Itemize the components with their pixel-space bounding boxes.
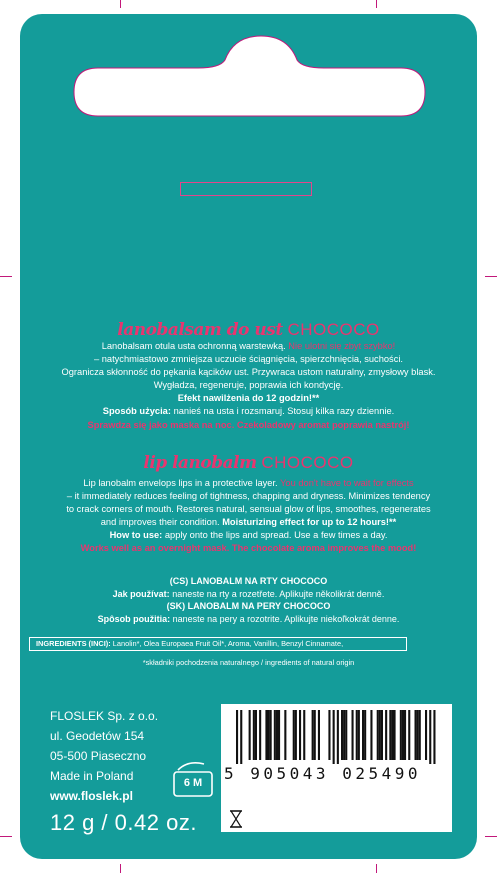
street: ul. Geodetów 154	[50, 729, 145, 743]
barcode-bar	[402, 710, 404, 760]
en-usage-label: How to use:	[109, 530, 163, 541]
barcode-bar	[419, 710, 421, 760]
barcode-bar	[415, 710, 417, 760]
sk-usage	[20, 613, 477, 626]
sk-usage-text: naneste na pery a rozotrite. Aplikujte niekoľkokrát denne.	[172, 613, 400, 624]
barcode-bar	[274, 710, 276, 760]
barcode-bar	[417, 710, 419, 760]
barcode-bar	[394, 710, 396, 760]
barcode-bar	[318, 710, 320, 760]
hang-slot	[180, 182, 312, 196]
barcode-bar	[265, 710, 267, 760]
barcode-bar	[400, 710, 402, 760]
en-line1: Lip lanobalm envelops lips in a protective layer.	[83, 478, 278, 488]
barcode-bar	[362, 710, 364, 760]
pl-usage-label: Sposób użycia:	[102, 406, 171, 417]
en-header	[20, 453, 477, 473]
sk-usage-label: Spôsob použitia:	[97, 613, 171, 624]
crop-mark	[0, 836, 12, 837]
en-line	[20, 477, 477, 490]
sk-title: (SK) LANOBALM NA PERY CHOCOCO	[166, 601, 331, 611]
barcode-bar	[379, 710, 381, 760]
pl-product: CHOCOCO	[287, 320, 380, 339]
barcode-bar	[429, 710, 431, 764]
barcode-bar	[259, 710, 261, 760]
barcode-bar	[391, 710, 393, 760]
barcode-bar	[370, 710, 372, 760]
package-back	[20, 14, 477, 859]
barcode-bar	[303, 710, 305, 760]
en-line4-bold: Moisturizing effect for up to 12 hours!**	[222, 517, 397, 528]
ingredients-box	[29, 637, 407, 651]
pl-line3: Ogranicza skłonność do pękania kącików ust. Przywraca ustom naturalny, zmysłowy blask.	[61, 367, 436, 378]
pao-label: 6 M	[183, 777, 203, 789]
barcode-bar	[284, 710, 286, 760]
website: www.floslek.pl	[50, 789, 133, 803]
barcode-digits: 5 905043 025490	[224, 764, 421, 783]
city: 05-500 Piaseczno	[50, 749, 147, 763]
cs-usage	[20, 588, 477, 601]
barcode-bar	[389, 710, 391, 760]
hourglass-box	[225, 799, 247, 832]
barcode-bar	[314, 710, 316, 760]
crop-mark	[485, 836, 497, 837]
en-usage	[20, 529, 477, 542]
crop-mark	[120, 864, 121, 873]
en-line4-text: and improves their condition.	[100, 517, 220, 528]
barcode-bar	[356, 710, 358, 760]
barcode-bar	[345, 710, 347, 760]
section-english	[20, 453, 477, 556]
pl-line	[20, 340, 477, 353]
barcode-bar	[249, 710, 251, 760]
pl-usage-text: nanieś na usta i rozsmaruj. Stosuj kilka razy dziennie.	[173, 406, 395, 417]
en-line3: to crack corners of mouth. Restores natural, sensual glow of lips, smoothes, regenerates	[66, 504, 431, 515]
barcode-bar	[278, 710, 280, 760]
pl-line1: Lanobalsam otula usta ochronną warstewką.	[101, 341, 286, 351]
barcode-bar	[343, 710, 345, 760]
crop-mark	[376, 0, 377, 8]
barcode-bar	[295, 710, 297, 760]
barcode	[221, 704, 452, 832]
crop-mark	[485, 276, 497, 277]
en-line6: Works well as an overnight mask. The chocolate aroma improves the mood!	[80, 543, 417, 554]
barcode-bar	[364, 710, 366, 760]
en-product: CHOCOCO	[261, 453, 354, 472]
barcode-bar	[236, 710, 238, 764]
barcode-bar	[240, 710, 242, 764]
barcode-bar	[404, 710, 406, 760]
barcode-bar	[433, 710, 435, 764]
pl-line1-accent: Nie ulotni się zbyt szybko!	[288, 341, 396, 351]
barcode-bar	[381, 710, 383, 760]
cs-usage-label: Jak používat:	[112, 588, 170, 599]
barcode-bar	[358, 710, 360, 760]
cs-title: (CS) LANOBALM NA RTY CHOCOCO	[169, 576, 328, 586]
crop-mark	[376, 864, 377, 873]
natural-origin-note: *składniki pochodzenia naturalnego / ingredients of natural origin	[142, 658, 355, 667]
barcode-bar	[408, 710, 410, 760]
hang-hole-outline	[20, 14, 477, 174]
barcode-bar	[253, 710, 255, 760]
pl-header	[20, 320, 477, 340]
barcode-bar	[352, 710, 354, 760]
company-name: FLOSLEK Sp. z o.o.	[50, 709, 159, 723]
barcode-bar	[268, 710, 270, 760]
section-cs-sk	[20, 575, 477, 625]
barcode-bars	[221, 704, 452, 764]
pl-brand: lanobalsam do ust	[117, 320, 283, 340]
barcode-bar	[299, 710, 301, 760]
en-line4	[20, 516, 477, 529]
barcode-bar	[377, 710, 379, 760]
ingredients-text: Lanolin*, Olea Europaea Fruit Oil*, Aroma, Vanillin, Benzyl Cinnamate,	[112, 639, 344, 648]
pl-usage	[20, 405, 477, 418]
barcode-bar	[385, 710, 387, 760]
hourglass-icon	[225, 799, 247, 832]
made-in: Made in Poland	[50, 769, 134, 783]
pl-line5: Efekt nawilżenia do 12 godzin!**	[177, 393, 320, 404]
barcode-bar	[312, 710, 314, 760]
manufacturer-address	[50, 706, 158, 806]
barcode-bar	[255, 710, 257, 760]
section-polish	[20, 320, 477, 432]
pl-line7: Sprawdza się jako maska na noc. Czekoladowy aromat poprawia nastrój!	[87, 419, 410, 430]
net-weight: 12 g / 0.42 oz.	[50, 810, 197, 835]
en-line1-accent: You don't have to wait for effects	[280, 478, 414, 488]
barcode-bar	[270, 710, 272, 760]
pl-line2: – natychmiastowo zmniejsza uczucie ściągnięcia, spierzchnięcia, suchości.	[93, 354, 403, 365]
crop-mark	[120, 0, 121, 8]
ingredients-label: INGREDIENTS (INCI):	[36, 639, 111, 648]
en-brand: lip lanobalm	[143, 453, 257, 473]
barcode-bar	[337, 710, 339, 764]
crop-mark	[0, 276, 12, 277]
barcode-bar	[425, 710, 427, 760]
pl-line4: Wygładza, regeneruje, poprawia ich kondycję.	[153, 380, 344, 391]
barcode-bar	[333, 710, 335, 764]
barcode-bar	[328, 710, 330, 760]
barcode-bar	[293, 710, 295, 760]
barcode-bar	[276, 710, 278, 760]
cs-usage-text: naneste na rty a rozetřete. Aplikujte několikrát denně.	[172, 588, 385, 599]
en-usage-text: apply onto the lips and spread. Use a few times a day.	[164, 530, 388, 541]
barcode-bar	[341, 710, 343, 760]
en-line2: – it immediately reduces feeling of tightness, chapping and dryness. Minimizes tendency	[66, 491, 431, 502]
